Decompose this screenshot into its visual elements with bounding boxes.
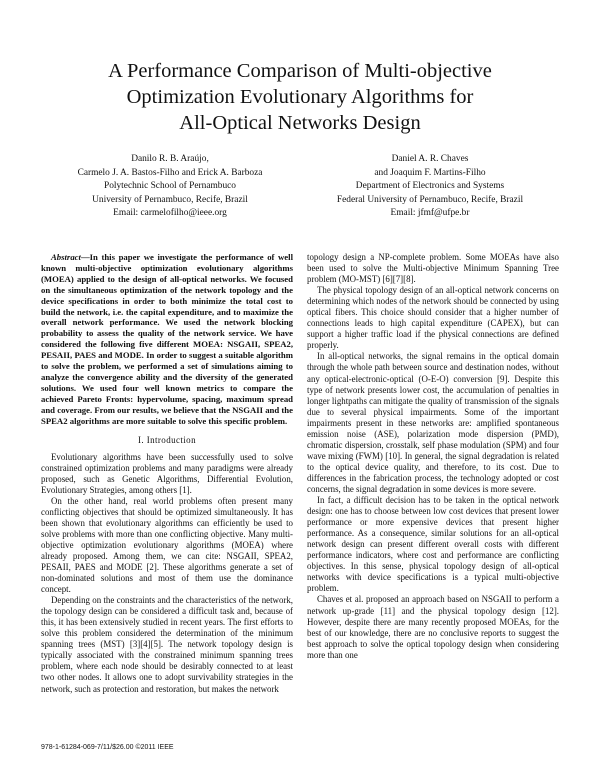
author-affiliation: University of Pernambuco, Recife, Brazil (92, 194, 248, 205)
author-email: Email: carmelofilho@ieee.org (113, 208, 227, 219)
section-heading: I. Introduction (138, 434, 196, 445)
author-block-left (40, 153, 300, 221)
body-paragraph: Depending on the constraints and the characteristics of the network, the topology design can be considered a difficult task and, because of this, it has been extensively studied in recent years. The first efforts to solve this problem considered the determination of the minimum spanning trees (MST) [3][4][5]. The network topology design is typically associated with the constrained minimum spanning trees problem, where each node should be desirably connected to at least two other nodes. It allows one to adopt survivability strategies in the network, such as protection and restoration, but makes the network (41, 595, 293, 694)
paper-title (40, 58, 560, 136)
copyright-footer: 978-1-61284-069-7/11/$26.00 ©2011 IEEE (41, 744, 174, 751)
title-line: A Performance Comparison of Multi-objective (108, 60, 492, 82)
title-line: All-Optical Networks Design (179, 112, 421, 134)
author-email: Email: jfmf@ufpe.br (390, 208, 470, 219)
author-affiliation: Federal University of Pernambuco, Recife, Brazil (336, 194, 524, 205)
body-paragraph: Chaves et al. proposed an approach based on NSGAII to perform a network up-grade [11] and the physical topology design [12]. However, despite there are many recently proposed MOEAs, for the best of our knowledge, there are no conclusive reports to suggest the best approach to solve the optical topology design when considering more than one (307, 594, 559, 660)
body-paragraph: In fact, a difficult decision has to be taken in the optical network design: one has to choose between low cost devices that present lower performance or more expensive devices that present higher performance. As a consequence, similar solutions for an all-optical network design can present different overall costs with different performance indicators, where cost and performance are conflicting objectives. In this sense, physical topology design of all-optical networks with device specifications is a typical multi-objective problem. (307, 495, 559, 594)
body-paragraph: In all-optical networks, the signal remains in the optical domain through the whole path between source and destination nodes, without any optical-electronic-optical (O-E-O) conversion [9]. Despite this type of network presents lower cost, the accumulation of penalties in longer lightpaths can mitigate the quality of transmission of the signals due to several physical impairments. Some of the important impairments present in these networks are: amplified spontaneous emission noise (ASE), polarization mode dispersion (PMD), chromatic dispersion, crosstalk, self phase modulation (SPM) and four wave mixing (FWM) [10]. In general, the signal degradation is related to the optical device quality, and therefore, to its cost. Due to differences in the fabrication process, the technology adopted or cost concerns, the signal degradation in some devices is more severe. (307, 351, 559, 494)
author-affiliation: Polytechnic School of Pernambuco (103, 181, 236, 192)
body-paragraph: Evolutionary algorithms have been successfully used to solve constrained optimization problems and many paradigms were already proposed, such as Genetic Algorithms, Differential Evolution, Evolutionary Strategies, among others [1]. (41, 451, 293, 495)
abstract (41, 252, 293, 427)
author-names: Daniel A. R. Chaves (391, 154, 469, 164)
body-paragraph: The physical topology design of an all-optical network concerns on determining which nodes of the network should be connected by using optical fibers. This choice should consider that a higher number of connections leads to high capital expenditure (CAPEX), but can support a higher traffic load if the physical connections are defined properly. (307, 285, 559, 351)
left-column (41, 252, 293, 695)
author-affiliation: Department of Electronics and Systems (355, 181, 505, 192)
author-names: Danilo R. B. Araújo, (131, 154, 209, 164)
body-paragraph: On the other hand, real world problems often present many conflicting objectives that should be optimized simultaneously. It has been shown that evolutionary algorithms can efficiently be used to solve problems with more than one conflicting objective. Many multi-objective optimization evolutionary algorithms (MOEA) where already proposed. Among them, we can cite: NSGAII, SPEA2, PESAII, PAES and MODE [2]. These algorithms generate a set of non-dominated solutions and most of them use the dominance concept. (41, 495, 293, 595)
author-names: Carmelo J. A. Bastos-Filho and Erick A. Barboza (77, 167, 263, 178)
abstract-text: —In this paper we investigate the performance of well known multi-objective optimization evolutionary algorithms (MOEA) applied to the design of all-optical networks. We focused on the simultaneous optimization of the network topology and the device specifications in order to both minimize the total cost to build the network, i.e. the capital expenditure, and to maximize the overall network performance. We used the network blocking probability to assess the quality of the network service. We have considered the following five different MOEA: NSGAII, SPEA2, PESAII, PAES and MODE. In order to suggest a suitable algorithm to solve the problem, we performed a set of simulations aiming to analyze the convergence ability and the diversity of the generated solutions. We used four well known metrics to compare the achieved Pareto Fronts: hypervolume, spacing, maximum spread and coverage. From our results, we believe that the NSGAII and the SPEA2 algorithms are more suitable to solve this specific problem. (41, 252, 293, 426)
abstract-lead: Abstract (51, 252, 81, 262)
title-line: Optimization Evolutionary Algorithms for (126, 86, 474, 108)
body-paragraph: topology design a NP-complete problem. Some MOEAs have also been used to solve the Multi-objective Minimum Spanning Tree problem (MO-MST) [6][7][8]. (307, 252, 559, 285)
author-names: and Joaquim F. Martins-Filho (374, 167, 486, 178)
right-column (307, 252, 559, 661)
author-block-right (300, 153, 560, 221)
